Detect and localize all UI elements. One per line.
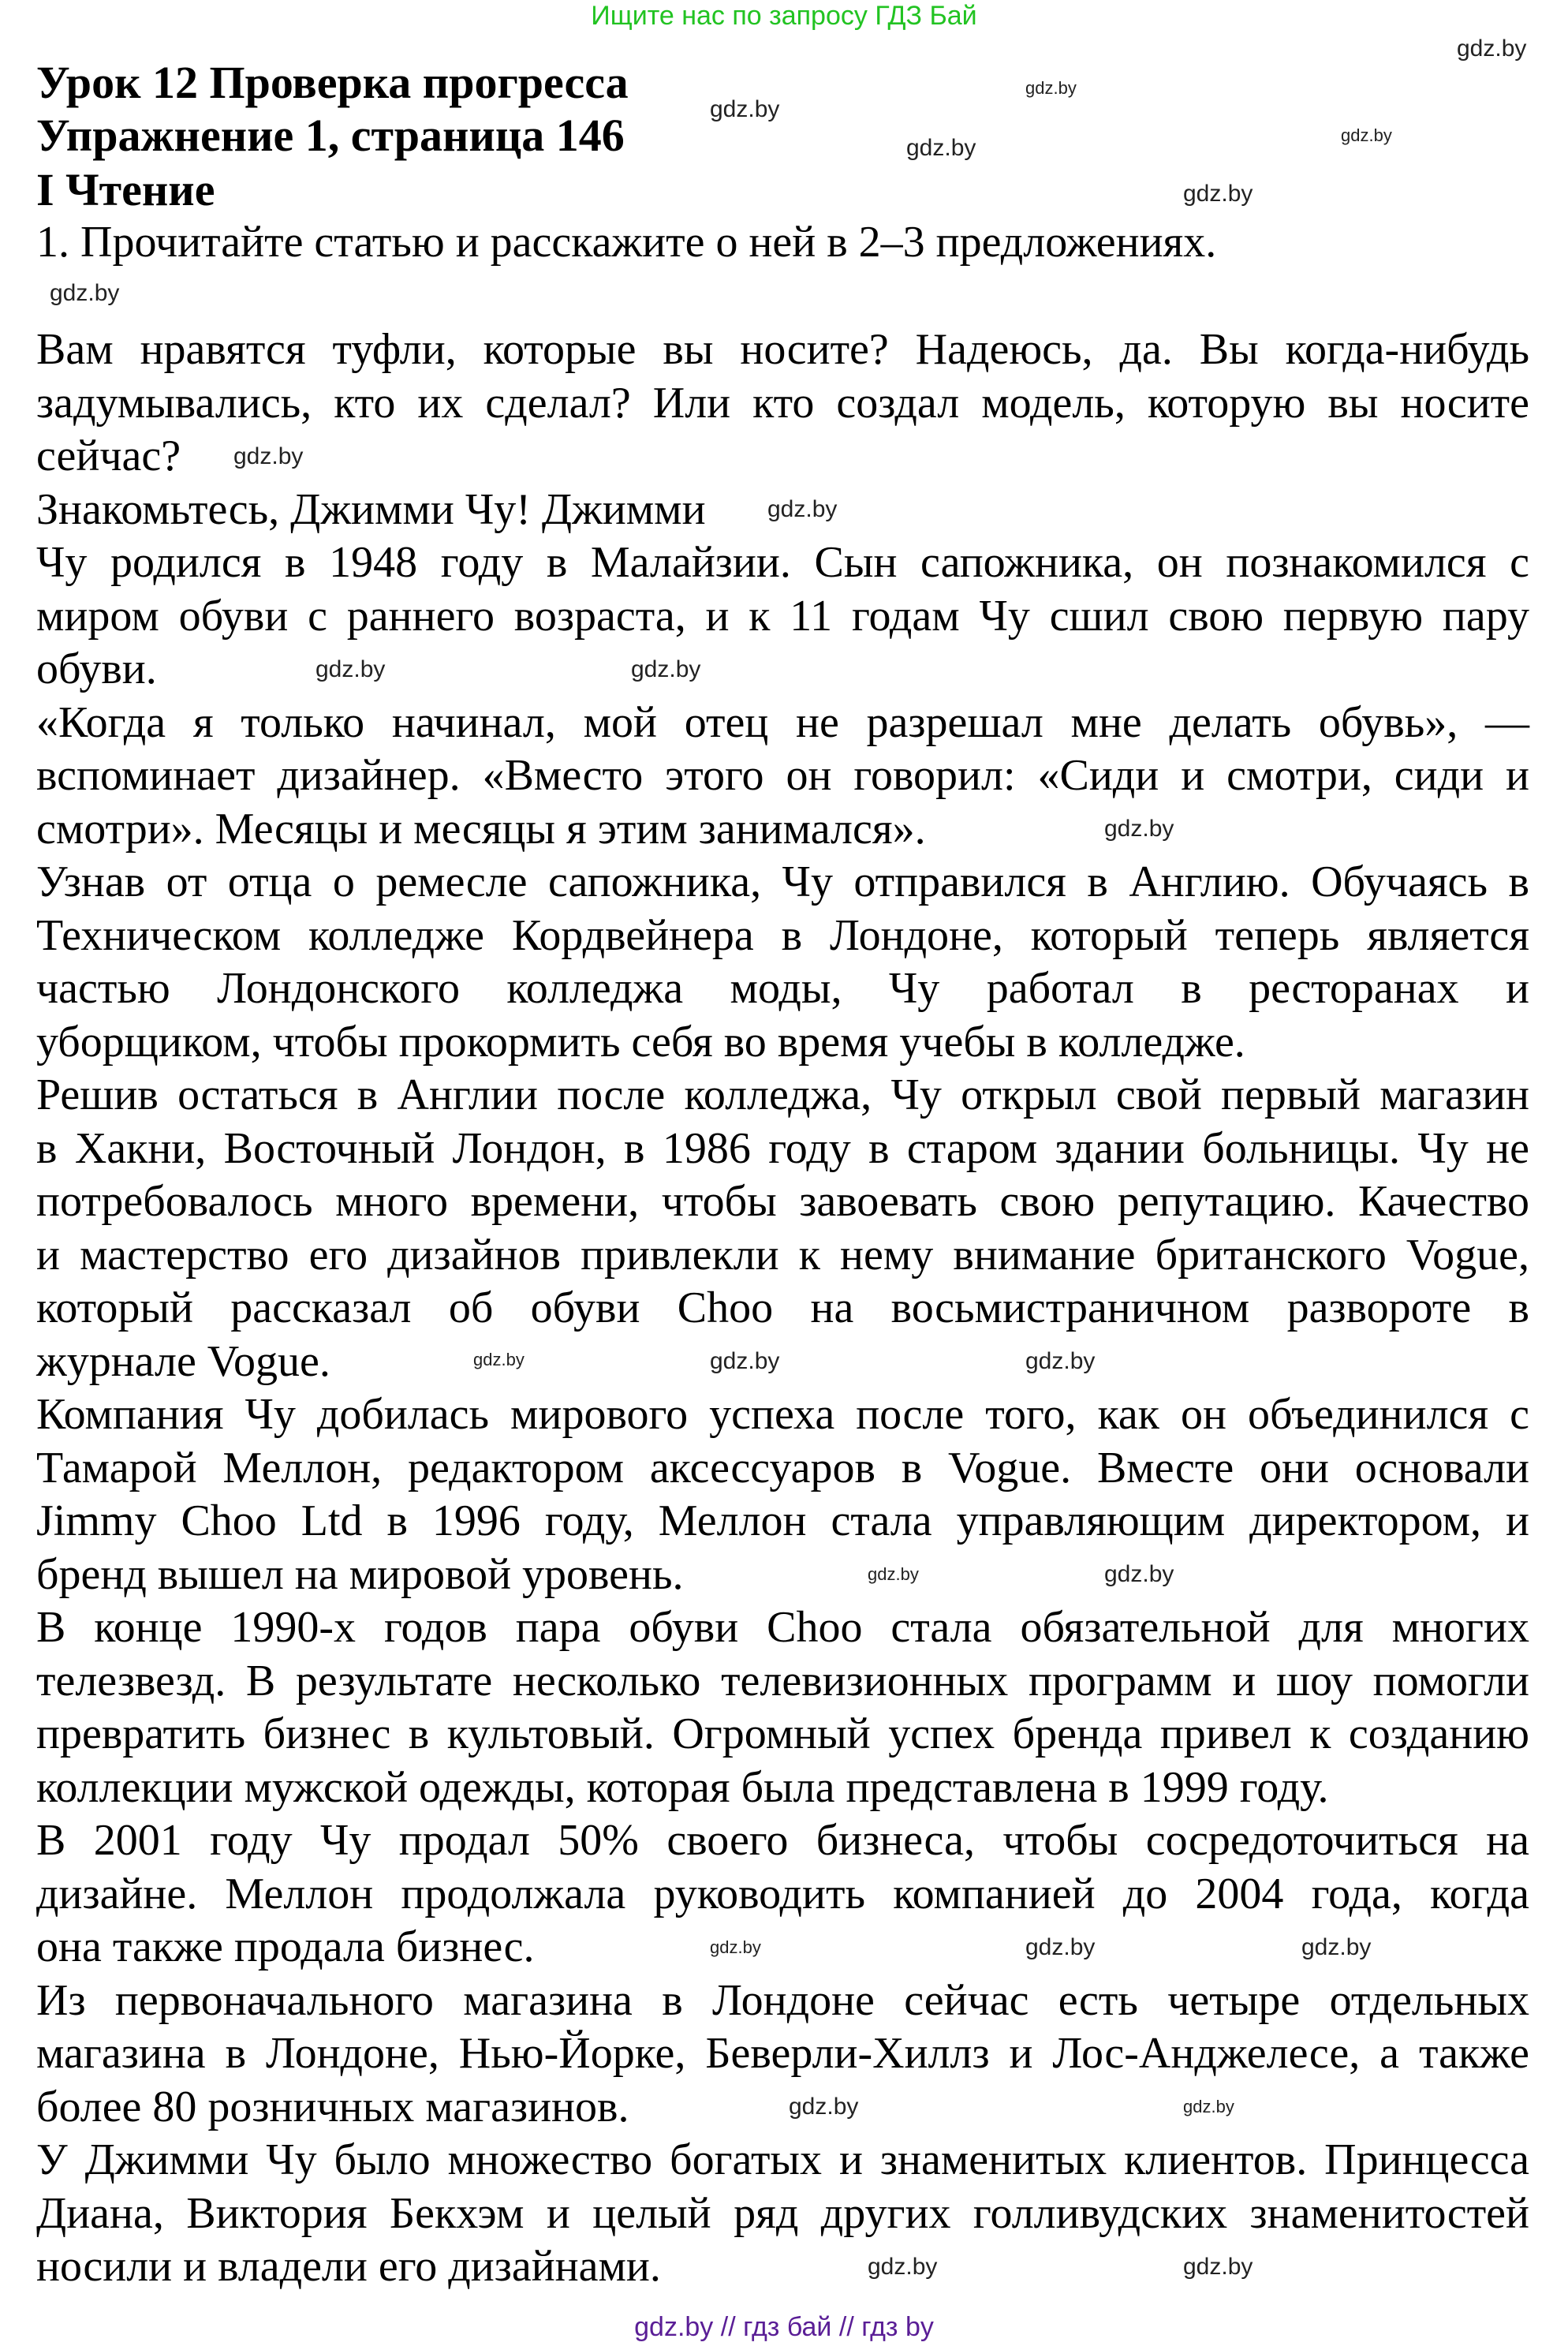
article-line: носили и владели его дизайнами.	[36, 2242, 661, 2291]
watermark-text: gdz.by	[631, 656, 701, 682]
watermark-text: gdz.by	[710, 96, 780, 122]
article-line: Техническом колледже Кордвейнера в Лондоне, который теперь является	[36, 910, 1529, 960]
article-line: превратить бизнес в культовый. Огромный успех бренда привел к созданию	[36, 1709, 1529, 1758]
article-line: миром обуви с раннего возраста, и к 11 годам Чу сшил свою первую пару	[36, 591, 1529, 641]
article-line: задумывались, кто их сделал? Или кто создал модель, которую вы носите	[36, 378, 1529, 428]
watermark-text: gdz.by	[1457, 35, 1527, 62]
watermark-text: gdz.by	[1025, 1934, 1096, 1960]
watermark-text: gdz.by	[767, 496, 838, 522]
section-title: I Чтение	[36, 164, 215, 215]
watermark-text: gdz.by	[1183, 2254, 1253, 2280]
article-line: бренд вышел на мировой уровень.	[36, 1549, 684, 1599]
task-instruction: 1. Прочитайте статью и расскажите о ней в 2–3 предложениях.	[36, 218, 1217, 267]
article-line: она также продала бизнес.	[36, 1922, 535, 1971]
watermark-text: gdz.by	[1341, 125, 1392, 145]
article-line: коллекции мужской одежды, которая была представлена в 1999 году.	[36, 1762, 1329, 1812]
watermark-text: gdz.by	[1183, 181, 1253, 207]
watermark-text: gdz.by	[1025, 78, 1077, 98]
watermark-text: gdz.by	[50, 280, 120, 306]
article-line: Из первоначального магазина в Лондоне сейчас есть четыре отдельных	[36, 1975, 1529, 2025]
article-line: Решив остаться в Англии после колледжа, Чу открыл свой первый магазин	[36, 1070, 1529, 1119]
article-line: магазина в Лондоне, Нью-Йорке, Беверли-Хиллз и Лос-Анджелесе, а также	[36, 2029, 1529, 2078]
watermark-text: gdz.by	[868, 1564, 919, 1584]
article-line: телезвезд. В результате несколько телевизионных программ и шоу помогли	[36, 1656, 1529, 1705]
exercise-title: Упражнение 1, страница 146	[36, 110, 625, 161]
watermark-text: gdz.by	[789, 2094, 859, 2120]
watermark-text: gdz.by	[1104, 1561, 1174, 1587]
article-line: Диана, Виктория Бекхэм и целый ряд других голливудских знаменитостей	[36, 2188, 1529, 2238]
article-line: Компания Чу добилась мирового успеха после того, как он объединился с	[36, 1390, 1529, 1439]
watermark-text: gdz.by	[906, 135, 976, 161]
lesson-title: Урок 12 Проверка прогресса	[36, 57, 629, 108]
watermark-text: gdz.by	[1183, 2097, 1234, 2116]
article-line: более 80 розничных магазинов.	[36, 2082, 629, 2131]
article-line: «Когда я только начинал, мой отец не разрешал мне делать обувь», —	[36, 697, 1529, 747]
watermark-text: gdz.by	[868, 2254, 938, 2280]
article-line: смотри». Месяцы и месяцы я этим занимался».	[36, 804, 926, 854]
article-line: вспоминает дизайнер. «Вместо этого он говорил: «Сиди и смотри, сиди и	[36, 751, 1529, 800]
article-line: В конце 1990-х годов пара обуви Choo стала обязательной для многих	[36, 1603, 1529, 1652]
article-line: Чу родился в 1948 году в Малайзии. Сын сапожника, он познакомился с	[36, 538, 1529, 587]
article-line: Jimmy Choo Ltd в 1996 году, Меллон стала управляющим директором, и	[36, 1496, 1529, 1545]
watermark-text: gdz.by	[473, 1350, 525, 1369]
article-line: В 2001 году Чу продал 50% своего бизнеса, чтобы сосредоточиться на	[36, 1816, 1529, 1865]
article-line: сейчас?	[36, 431, 181, 480]
article-line: дизайне. Меллон продолжала руководить компанией до 2004 года, когда	[36, 1869, 1529, 1918]
article-line: обуви.	[36, 644, 157, 693]
footer-links[interactable]: gdz.by // гдз бай // гдз by	[634, 2312, 934, 2342]
watermark-text: gdz.by	[1104, 816, 1174, 842]
search-banner[interactable]: Ищите нас по запросу ГДЗ Бай	[591, 1, 977, 31]
article-line: журнале Vogue.	[36, 1336, 330, 1386]
watermark-text: gdz.by	[1025, 1348, 1096, 1374]
article-line: Узнав от отца о ремесле сапожника, Чу отправился в Англию. Обучаясь в	[36, 857, 1529, 906]
watermark-text: gdz.by	[315, 656, 386, 682]
article-line: Знакомьтесь, Джимми Чу! Джимми	[36, 484, 706, 534]
watermark-text: gdz.by	[710, 1348, 780, 1374]
watermark-text: gdz.by	[233, 443, 304, 469]
article-line: уборщиком, чтобы прокормить себя во время учебы в колледже.	[36, 1017, 1245, 1067]
watermark-text: gdz.by	[1301, 1934, 1372, 1960]
article-line: Тамарой Меллон, редактором аксессуаров в Vogue. Вместе они основали	[36, 1443, 1529, 1492]
article-text	[36, 323, 1529, 2294]
article-line: потребовалось много времени, чтобы завоевать свою репутацию. Качество	[36, 1177, 1529, 1226]
article-line: У Джимми Чу было множество богатых и знаменитых клиентов. Принцесса	[36, 2135, 1529, 2184]
article-line: который рассказал об обуви Choo на восьмистраничном развороте в	[36, 1283, 1529, 1332]
article-line: частью Лондонского колледжа моды, Чу работал в ресторанах и	[36, 964, 1529, 1013]
article-line: Вам нравятся туфли, которые вы носите? Надеюсь, да. Вы когда-нибудь	[36, 325, 1529, 374]
watermark-text: gdz.by	[710, 1937, 761, 1957]
article-line: и мастерство его дизайнов привлекли к нему внимание британского Vogue,	[36, 1230, 1529, 1279]
article-line: в Хакни, Восточный Лондон, в 1986 году в старом здании больницы. Чу не	[36, 1123, 1529, 1173]
